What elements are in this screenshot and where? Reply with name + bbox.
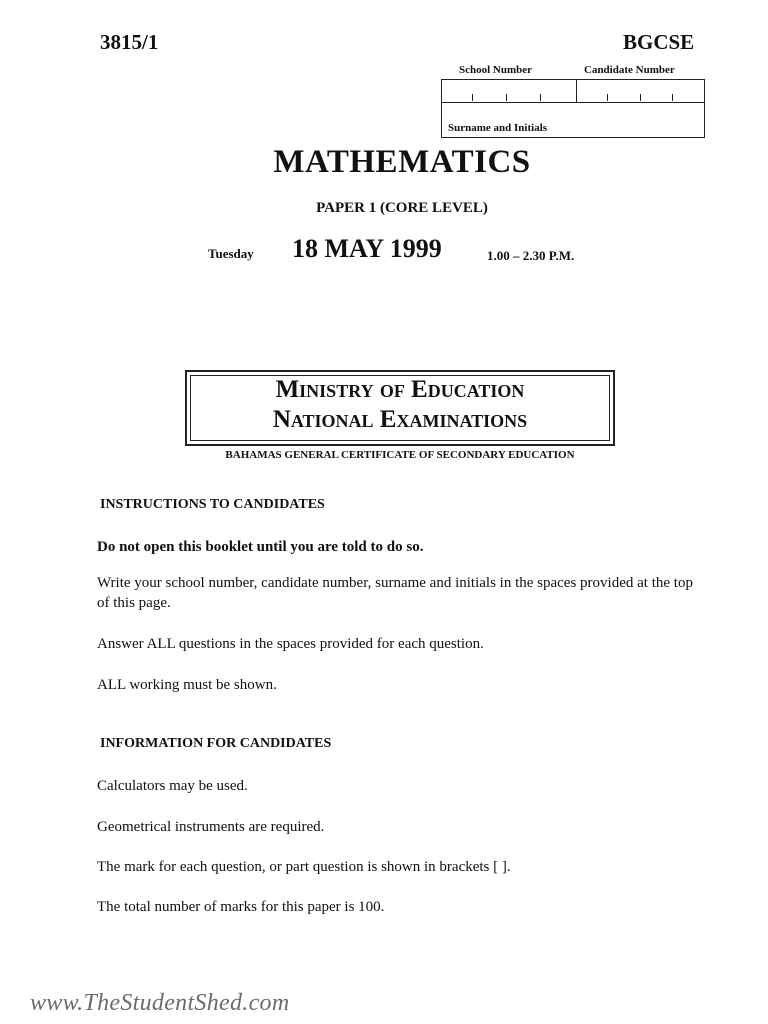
row-divider bbox=[442, 102, 704, 103]
exam-date: 18 MAY 1999 bbox=[292, 234, 442, 263]
digit-separator bbox=[607, 94, 608, 101]
ministry-banner bbox=[185, 370, 615, 446]
paper-subtitle: PAPER 1 (CORE LEVEL) bbox=[316, 200, 488, 216]
exam-time: 1.00 – 2.30 P.M. bbox=[487, 248, 575, 263]
digit-separator bbox=[640, 94, 641, 101]
paper-code: 3815/1 bbox=[100, 30, 159, 54]
candidate-details-box bbox=[441, 62, 705, 138]
information-item: The mark for each question, or part question is shown in brackets [ ]. bbox=[97, 859, 511, 875]
ministry-line-1: Ministry of Education bbox=[275, 376, 525, 403]
candidate-number-label: Candidate Number bbox=[584, 64, 675, 76]
exam-code: BGCSE bbox=[623, 30, 695, 54]
candidate-entry-grid[interactable] bbox=[441, 79, 705, 138]
instructions-heading: INSTRUCTIONS TO CANDIDATES bbox=[100, 497, 325, 512]
digit-separator bbox=[672, 94, 673, 101]
surname-label: Surname and Initials bbox=[448, 122, 548, 134]
digit-separator bbox=[472, 94, 473, 101]
information-item: Calculators may be used. bbox=[97, 778, 248, 794]
instruction-item: Answer ALL questions in the spaces provided for each question. bbox=[97, 636, 484, 652]
certificate-line: BAHAMAS GENERAL CERTIFICATE OF SECONDARY EDUCATION bbox=[225, 449, 575, 461]
exam-day: Tuesday bbox=[208, 246, 254, 261]
subject-title: MATHEMATICS bbox=[273, 144, 531, 180]
ministry-line-2: National Examinations bbox=[272, 406, 528, 433]
information-item: The total number of marks for this paper is 100. bbox=[97, 899, 385, 915]
instruction-item: Do not open this booklet until you are told to do so. bbox=[97, 539, 424, 555]
digit-separator bbox=[540, 94, 541, 101]
instruction-item: Write your school number, candidate number, surname and initials in the spaces provided at the top of this page. bbox=[97, 575, 693, 611]
website-watermark[interactable]: www.TheStudentShed.com bbox=[30, 990, 290, 1016]
field-separator bbox=[576, 80, 577, 102]
instruction-item: ALL working must be shown. bbox=[97, 677, 277, 693]
information-heading: INFORMATION FOR CANDIDATES bbox=[100, 736, 332, 751]
information-item: Geometrical instruments are required. bbox=[97, 819, 325, 835]
school-number-label: School Number bbox=[459, 64, 533, 76]
digit-separator bbox=[506, 94, 507, 101]
